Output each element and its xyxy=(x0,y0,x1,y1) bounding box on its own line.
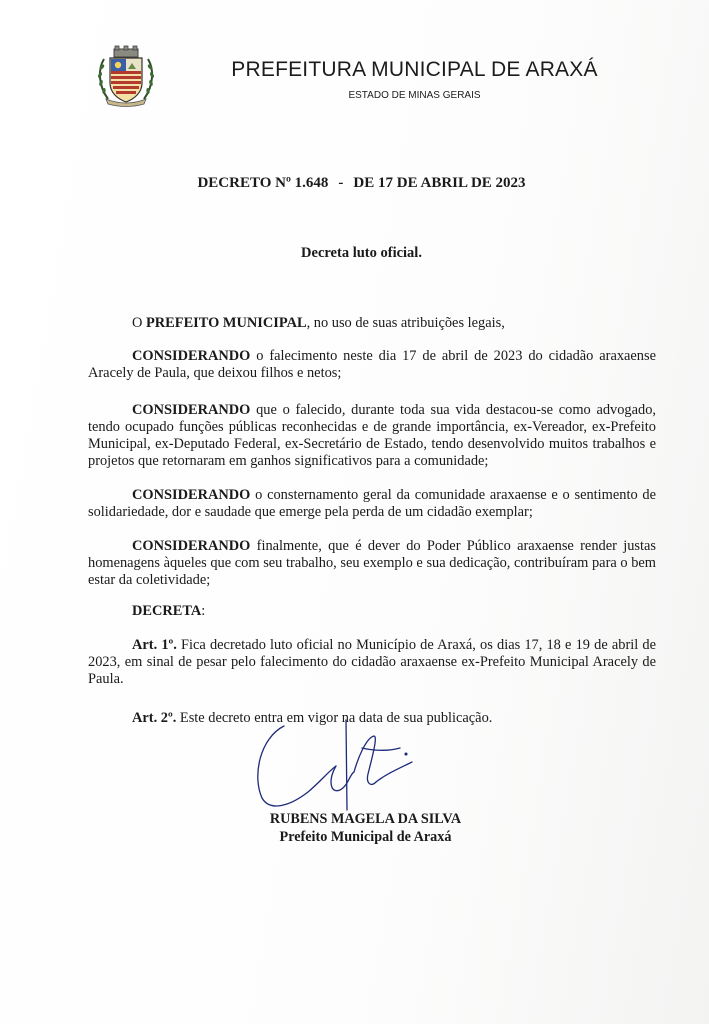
decree-date: DE 17 DE ABRIL DE 2023 xyxy=(353,175,526,191)
considerando-keyword: CONSIDERANDO xyxy=(132,402,251,418)
preamble-paragraph xyxy=(88,315,656,332)
decreta-colon: : xyxy=(201,603,206,619)
decreta-heading xyxy=(88,603,656,620)
article-label: Art. 1º. xyxy=(132,637,177,653)
handwritten-signature xyxy=(250,718,420,818)
considerando-text: o falecimento neste dia 17 de abril de 2023 do cidadão araxaense Aracely de Paula, que deixou filhos e netos; xyxy=(88,348,656,381)
article-paragraph xyxy=(88,637,656,688)
considerando-keyword: CONSIDERANDO xyxy=(132,487,251,503)
considerando-paragraph xyxy=(88,487,656,521)
article-text: Este decreto entra em vigor na data de sua publicação. xyxy=(176,710,493,726)
decree-number: DECRETO Nº 1.648 xyxy=(197,175,329,191)
decree-subject: Decreta luto oficial. xyxy=(301,245,422,261)
considerando-text: o consternamento geral da comunidade araxaense e o sentimento de solidariedade, dor e saudade que emerge pela perda de um cidadão exemplar; xyxy=(88,487,656,520)
article-text: Fica decretado luto oficial no Município de Araxá, os dias 17, 18 e 19 de abril de 2023, em sinal de pesar pelo falecimento do cidadão araxaense ex-Prefeito Municipal Aracely de Paula. xyxy=(88,637,656,687)
considerando-text: finalmente, que é dever do Poder Público araxaense render justas homenagens àqueles que com seu trabalho, seu exemplo e sua dedicação, contribuíram para o bem estar da coletividade; xyxy=(88,538,656,588)
article-label: Art. 2º. xyxy=(132,710,177,726)
considerando-paragraph xyxy=(88,538,656,589)
signer-role: Prefeito Municipal de Araxá xyxy=(279,829,452,845)
preamble-authority: PREFEITO MUNICIPAL xyxy=(146,315,307,331)
org-subtitle: ESTADO DE MINAS GERAIS xyxy=(348,90,481,101)
signer-name: RUBENS MAGELA DA SILVA xyxy=(269,811,462,827)
preamble-text: , no uso de suas atribuições legais, xyxy=(306,315,505,331)
considerando-text: que o falecido, durante toda sua vida destacou-se como advogado, tendo ocupado funções públicas reconhecidas e de grande importância, ex-Vereador, ex-Prefeito Municipal, ex-Deputado Federal, ex-Secretário de Estado, tendo desenvolvido muitos trabalhos e projetos que retornaram em ganhos significativos para a comunidade; xyxy=(88,402,656,469)
decree-separator: - xyxy=(338,175,344,191)
considerando-paragraph xyxy=(88,402,656,470)
considerando-keyword: CONSIDERANDO xyxy=(132,538,251,554)
considerando-keyword: CONSIDERANDO xyxy=(132,348,251,364)
decreta-keyword: DECRETA xyxy=(132,603,202,619)
decree-title xyxy=(0,175,709,192)
considerando-paragraph xyxy=(88,348,656,382)
org-title: PREFEITURA MUNICIPAL DE ARAXÁ xyxy=(231,58,598,81)
preamble-lead: O xyxy=(132,315,146,331)
